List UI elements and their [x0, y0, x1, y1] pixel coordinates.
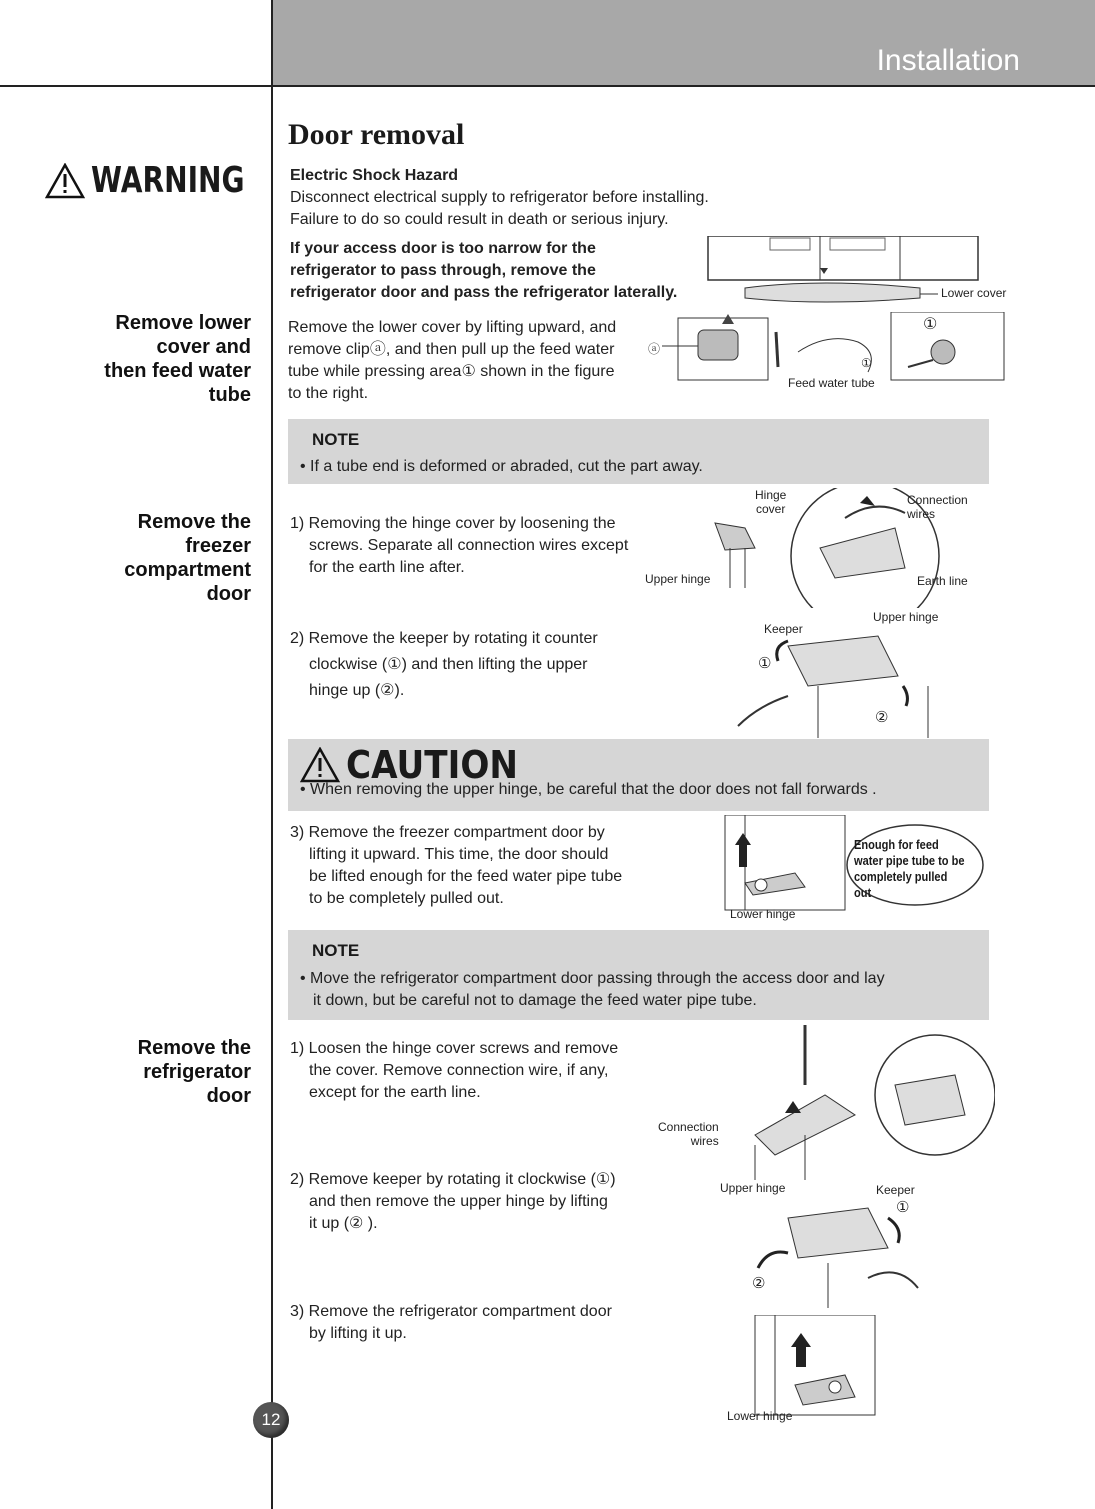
text-line: to the right.	[288, 385, 369, 402]
step-line: 2) Remove keeper by rotating it clockwise (①)	[290, 1171, 616, 1188]
text-fragment: , and then pull up the feed water	[385, 341, 615, 358]
section-heading-freezer-door	[124, 510, 251, 606]
label-hinge-cover: Hinge cover	[755, 488, 787, 516]
label-lower-cover: Lower cover	[941, 286, 1007, 300]
note-text-content: If a tube end is deformed or abraded, cut the part away.	[310, 458, 703, 475]
fridge-step-1	[290, 1038, 618, 1104]
text-fragment: remove clip	[288, 341, 370, 358]
bubble-line: Enough for feed	[854, 837, 939, 852]
note-text-line: it down, but be careful not to damage the feed water pipe tube.	[313, 992, 757, 1009]
heading-line: compartment	[124, 559, 251, 581]
intro-line: refrigerator door and pass the refrigerator laterally.	[290, 284, 678, 301]
step-line: clockwise (①) and then lifting the upper	[309, 656, 588, 673]
header-divider	[0, 85, 1095, 87]
label-step-2: ②	[875, 709, 889, 726]
caution-text: • When removing the upper hinge, be careful that the door does not fall forwards .	[300, 781, 877, 798]
fridge-step-3	[290, 1301, 612, 1345]
step-line: by lifting it up.	[309, 1325, 407, 1342]
label-area-1-detail: ①	[923, 316, 938, 333]
heading-line: then feed water	[104, 360, 251, 382]
label-connection-wires: Connection wires	[907, 493, 968, 521]
caution-triangle-icon	[300, 747, 340, 783]
caution-text-content: When removing the upper hinge, be careful that the door does not fall forwards .	[310, 781, 877, 798]
text-line	[288, 339, 616, 361]
note-box-2	[288, 930, 989, 1020]
page-number: 12	[253, 1402, 289, 1438]
label-upper-hinge: Upper hinge	[873, 610, 939, 624]
note-title: NOTE	[312, 430, 360, 449]
text-line: Remove the lower cover by lifting upward, and	[288, 319, 617, 336]
label-step-1: ①	[896, 1199, 910, 1216]
clip-marker: ⓐ	[369, 341, 386, 358]
label-area-1: ①	[861, 356, 872, 370]
lower-cover-figure	[700, 236, 1020, 316]
section-title: Installation	[876, 44, 1020, 77]
intro-line: refrigerator to pass through, remove the	[290, 262, 596, 279]
warning-heading: Electric Shock Hazard	[290, 167, 459, 184]
freezer-step-3	[290, 822, 622, 910]
fridge-keeper-figure	[718, 1178, 938, 1308]
step-line: hinge up (②).	[309, 682, 405, 699]
warning-triangle-icon	[45, 163, 85, 199]
lift-fridge-door-figure	[725, 1315, 895, 1425]
section1-text	[288, 317, 616, 405]
heading-line: refrigerator	[143, 1061, 251, 1083]
step-line: 1) Removing the hinge cover by loosening the	[290, 515, 616, 532]
section-heading-lower-cover	[104, 311, 251, 407]
label-keeper: Keeper	[764, 622, 803, 636]
heading-line: door	[206, 1085, 251, 1107]
heading-line: tube	[208, 384, 251, 406]
fridge-step-2	[290, 1169, 616, 1235]
heading-line: cover and	[156, 336, 251, 358]
bubble-text	[854, 837, 965, 901]
section-heading-refrigerator-door	[138, 1036, 251, 1108]
step-line: the cover. Remove connection wire, if any,	[309, 1062, 609, 1079]
heading-line: freezer	[185, 535, 251, 557]
label-earth-line: Earth line	[917, 574, 968, 588]
intro-text	[290, 238, 677, 304]
warning-word: WARNING	[91, 160, 245, 201]
label-keeper: Keeper	[876, 1183, 915, 1197]
warning-line: Disconnect electrical supply to refrigerator before installing.	[290, 189, 709, 206]
step-line: for the earth line after.	[309, 559, 465, 576]
warning-text	[290, 165, 709, 231]
intro-line: If your access door is too narrow for the	[290, 240, 596, 257]
label-lower-hinge: Lower hinge	[727, 1409, 793, 1423]
feed-water-tube-figure	[648, 312, 1008, 392]
warning-label	[45, 160, 288, 201]
note-box	[288, 419, 989, 484]
page-title: Door removal	[288, 118, 465, 151]
keeper-rotate-figure	[728, 606, 948, 738]
step-line: 3) Remove the refrigerator compartment door	[290, 1303, 612, 1320]
heading-line: Remove the	[137, 1037, 251, 1059]
label-step-2: ②	[752, 1275, 766, 1292]
lift-freezer-door-figure	[705, 815, 985, 920]
label-upper-hinge: Upper hinge	[720, 1181, 786, 1195]
heading-line: door	[206, 583, 251, 605]
label-upper-hinge: Upper hinge	[645, 572, 711, 586]
step-line: screws. Separate all connection wires except	[309, 537, 629, 554]
heading-line: Remove the	[137, 511, 251, 533]
note-text: • Move the refrigerator compartment door passing through the access door and lay it down, but be careful not to damage the feed water pipe tube.	[300, 968, 885, 1012]
step-line: 2) Remove the keeper by rotating it counter	[290, 630, 598, 647]
caution-box	[288, 739, 989, 811]
step-line: it up (② ).	[309, 1215, 378, 1232]
area-marker: ①	[461, 363, 476, 380]
label-step-1: ①	[758, 655, 772, 672]
bubble-line: completely pulled out	[854, 869, 948, 900]
note-title: NOTE	[312, 941, 360, 960]
hinge-cover-figure	[645, 488, 985, 608]
label-connection-wires: Connection wires	[658, 1120, 719, 1148]
caution-title: CAUTION	[346, 743, 519, 787]
note-text-line: Move the refrigerator compartment door passing through the access door and lay	[310, 970, 885, 987]
label-feed-water-tube: Feed water tube	[788, 376, 875, 390]
label-lower-hinge: Lower hinge	[730, 907, 796, 921]
text-fragment: tube while pressing area	[288, 363, 462, 380]
step-line: 1) Loosen the hinge cover screws and remove	[290, 1040, 619, 1057]
note-text: • If a tube end is deformed or abraded, cut the part away.	[300, 458, 703, 475]
freezer-step-2	[290, 626, 598, 704]
fridge-hinge-cover-figure	[655, 1025, 995, 1180]
label-clip: ⓐ	[648, 342, 661, 356]
text-fragment: shown in the figure	[475, 363, 615, 380]
step-line: except for the earth line.	[309, 1084, 481, 1101]
step-line: to be completely pulled out.	[309, 890, 504, 907]
step-line: 3) Remove the freezer compartment door by	[290, 824, 605, 841]
margin-divider	[271, 0, 273, 1509]
warning-line: Failure to do so could result in death or serious injury.	[290, 211, 669, 228]
heading-line: Remove lower	[115, 312, 251, 334]
step-line: lifting it upward. This time, the door should	[309, 846, 609, 863]
step-line: be lifted enough for the feed water pipe tube	[309, 868, 623, 885]
step-line: and then remove the upper hinge by lifting	[309, 1193, 608, 1210]
freezer-step-1	[290, 513, 628, 579]
text-line	[288, 361, 616, 383]
bubble-line: water pipe tube to be	[854, 853, 965, 868]
